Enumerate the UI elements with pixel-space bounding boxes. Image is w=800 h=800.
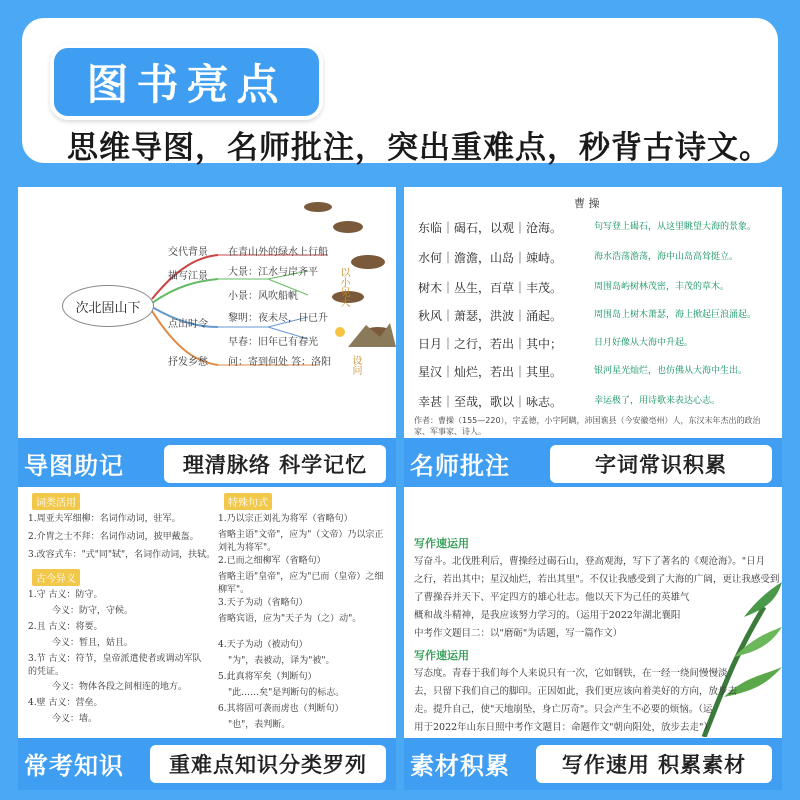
poem-line: 秋风｜萧瑟，洪波｜涌起。 <box>418 309 563 323</box>
panel-annotated-poem <box>404 187 782 490</box>
caption-tag: 名师批注 <box>410 452 510 480</box>
essay-line: 写奋斗。北伐胜利后，曹操经过碣石山，登高观海，写下了著名的《观沧海》。"日月 <box>414 556 766 567</box>
essay-line: 之行，若出其中；星汉灿烂，若出其里"。不仅让我感受到了大海的广阔，更让我感受到 <box>414 574 780 585</box>
branch-label: 描写江景 <box>168 271 208 282</box>
knowledge-line: 2.且 古义：将要。 <box>28 622 103 632</box>
branch-label: 交代背景 <box>168 247 208 258</box>
caption-tag: 导图助记 <box>24 452 124 480</box>
caption-bar <box>18 438 396 490</box>
caption-tag: 素材积累 <box>410 752 510 780</box>
essay-line: 了曹操吞并天下、平定四方的雄心壮志。他以天下为己任的英雄气 <box>414 592 690 603</box>
branch-detail: 在青山外的绿水上行船 <box>228 247 328 258</box>
knowledge-line: 1.乃以宗正刘礼为将军（省略句） <box>218 514 353 524</box>
knowledge-line: 3.天子为动（省略句） <box>218 598 308 608</box>
branch-label: 点出时令 <box>168 319 208 330</box>
caption-pill: 写作速用 积累素材 <box>536 745 772 783</box>
header-title: 图书亮点 <box>50 44 323 120</box>
essay-line: 走。提升自己，使"天地崩坠，身亡厉奇"。只会产生不必要的烦恼。（运 <box>414 704 713 715</box>
caption-bar <box>404 438 782 490</box>
caption-pill: 理清脉络 科学记忆 <box>164 445 386 483</box>
branch-detail: 小景：风吹船帆 <box>228 291 298 302</box>
caption-pill: 字词常识积累 <box>550 445 772 483</box>
poem-note: 幸运极了，用诗歌来表达心志。 <box>594 396 721 406</box>
essay-section-head: 写作速运用 <box>414 649 469 662</box>
panel-mind-map <box>18 187 396 490</box>
essay-line: 概和战斗精神，是我应该努力学习的。（运用于2022年湖北襄阳 <box>414 610 681 621</box>
knowledge-line: 今义：墙。 <box>52 714 98 724</box>
essay-line: 写态度。青春于我们每个人来说只有一次，它如钢铁，在一经一绕间慢慢淡 <box>414 668 728 679</box>
knowledge-line: 今义：暂且，姑且。 <box>52 638 134 648</box>
knowledge-line: 3.改容式车："式"同"轼"，名词作动词，扶轼。 <box>28 550 216 560</box>
poem-line: 树木｜丛生，百草｜丰茂。 <box>418 281 563 295</box>
knowledge-line: 省略主语"皇帝"，应为"已而（皇帝）之细柳军"。 <box>218 572 384 595</box>
knowledge-area <box>18 487 396 737</box>
poem-author: 曹 操 <box>574 197 600 210</box>
mind-map-center: 次北固山下 <box>62 285 154 327</box>
knowledge-line: 2.介胄之士不拜：名词作动词，披甲戴盔。 <box>28 532 199 542</box>
section-head: 特殊句式 <box>224 493 272 510</box>
poem-note: 周围岛屿树林茂密，丰茂的草木。 <box>594 282 730 292</box>
poem-footer: 作者：曹操（155—220），字孟德，小字阿瞒，沛国谯县（今安徽亳州）人，东汉末年杰出的政治家、军事家、诗人。 <box>414 416 761 436</box>
section-head: 词类活用 <box>32 493 80 510</box>
poem-area <box>404 187 782 437</box>
header-subtitle: 思维导图，名师批注，突出重难点，秒背古诗文。 <box>67 130 771 166</box>
header-card <box>22 18 778 166</box>
poem-line: 东临｜碣石，以观｜沧海。 <box>418 221 563 235</box>
essay-line: 去，只留下我们自己的脚印。正因如此，我们更应该向着美好的方向，放步去 <box>414 686 738 697</box>
knowledge-line: "也"，表判断。 <box>228 720 291 730</box>
knowledge-line: "为"，表被动，译为"被"。 <box>228 656 335 666</box>
branch-detail: 黎明：夜未尽，日已升 <box>228 313 328 324</box>
side-note: 以小见大 <box>338 267 349 307</box>
branch-detail: 早春：旧年已有春光 <box>228 337 318 348</box>
mind-map-area <box>18 187 396 437</box>
poem-note: 周围岛上树木萧瑟，海上掀起巨浪涌起。 <box>594 310 757 320</box>
panel-knowledge <box>18 487 396 790</box>
poem-note: 海水浩荡澹荡，海中山岛高耸挺立。 <box>594 252 739 262</box>
essay-line: 中考作文题目二：以"磨砺"为话题，写一篇作文） <box>414 628 623 639</box>
branch-detail: 问：寄到何处 答：洛阳 <box>228 357 332 368</box>
caption-bar <box>404 738 782 790</box>
knowledge-line: 今义：防守，守候。 <box>52 606 134 616</box>
knowledge-line: 4.天子为动（被动句） <box>218 640 308 650</box>
essay-section-head: 写作速运用 <box>414 537 469 550</box>
knowledge-line: 6.其将固可袭而虏也（判断句） <box>218 704 344 714</box>
knowledge-line: 省略主语"文帝"，应为"（文帝）乃以宗正刘礼为将军"。 <box>218 530 384 553</box>
poem-note: 日月好像从大海中升起。 <box>594 338 694 348</box>
branch-label: 抒发乡愁 <box>168 357 208 368</box>
caption-pill: 重难点知识分类罗列 <box>150 745 386 783</box>
caption-bar <box>18 738 396 790</box>
knowledge-line: 5.此真将军矣（判断句） <box>218 672 317 682</box>
poem-line: 星汉｜灿烂，若出｜其里。 <box>418 365 563 379</box>
poem-note: 句写登上碣石，从这里眺望大海的景象。 <box>594 222 757 232</box>
side-note: 设问 <box>350 355 361 375</box>
knowledge-line: "此……矣"是判断句的标志。 <box>228 688 345 698</box>
knowledge-line: 1.守 古义：防守。 <box>28 590 103 600</box>
knowledge-line: 2.已而之细柳军（省略句） <box>218 556 326 566</box>
panel-essay-material <box>404 487 782 790</box>
knowledge-line: 4.壁 古义：营垒。 <box>28 698 103 708</box>
knowledge-line: 3.节 古义：符节，皇帝派遣使者或调动军队的凭证。 <box>28 654 202 677</box>
poem-note: 银河星光灿烂，也仿佛从大海中生出。 <box>594 366 748 376</box>
poem-line: 水何｜澹澹，山岛｜竦峙。 <box>418 251 563 265</box>
poem-line: 日月｜之行，若出｜其中； <box>418 337 563 351</box>
branch-detail: 大景：江水与岸齐平 <box>228 267 318 278</box>
essay-area <box>404 487 782 737</box>
knowledge-line: 今义：物体各段之间相连的地方。 <box>52 682 188 692</box>
poem-line: 幸甚｜至哉，歌以｜咏志。 <box>418 395 563 409</box>
section-head: 古今异义 <box>32 569 80 586</box>
caption-tag: 常考知识 <box>24 752 124 780</box>
knowledge-line: 省略宾语，应为"天子为（之）动"。 <box>218 614 362 624</box>
knowledge-line: 1.周亚夫军细柳：名词作动词，驻军。 <box>28 514 181 524</box>
essay-line: 用于2022年山东日照中考作文题目：命题作文"朝向阳处，放步去走"） <box>414 722 713 733</box>
